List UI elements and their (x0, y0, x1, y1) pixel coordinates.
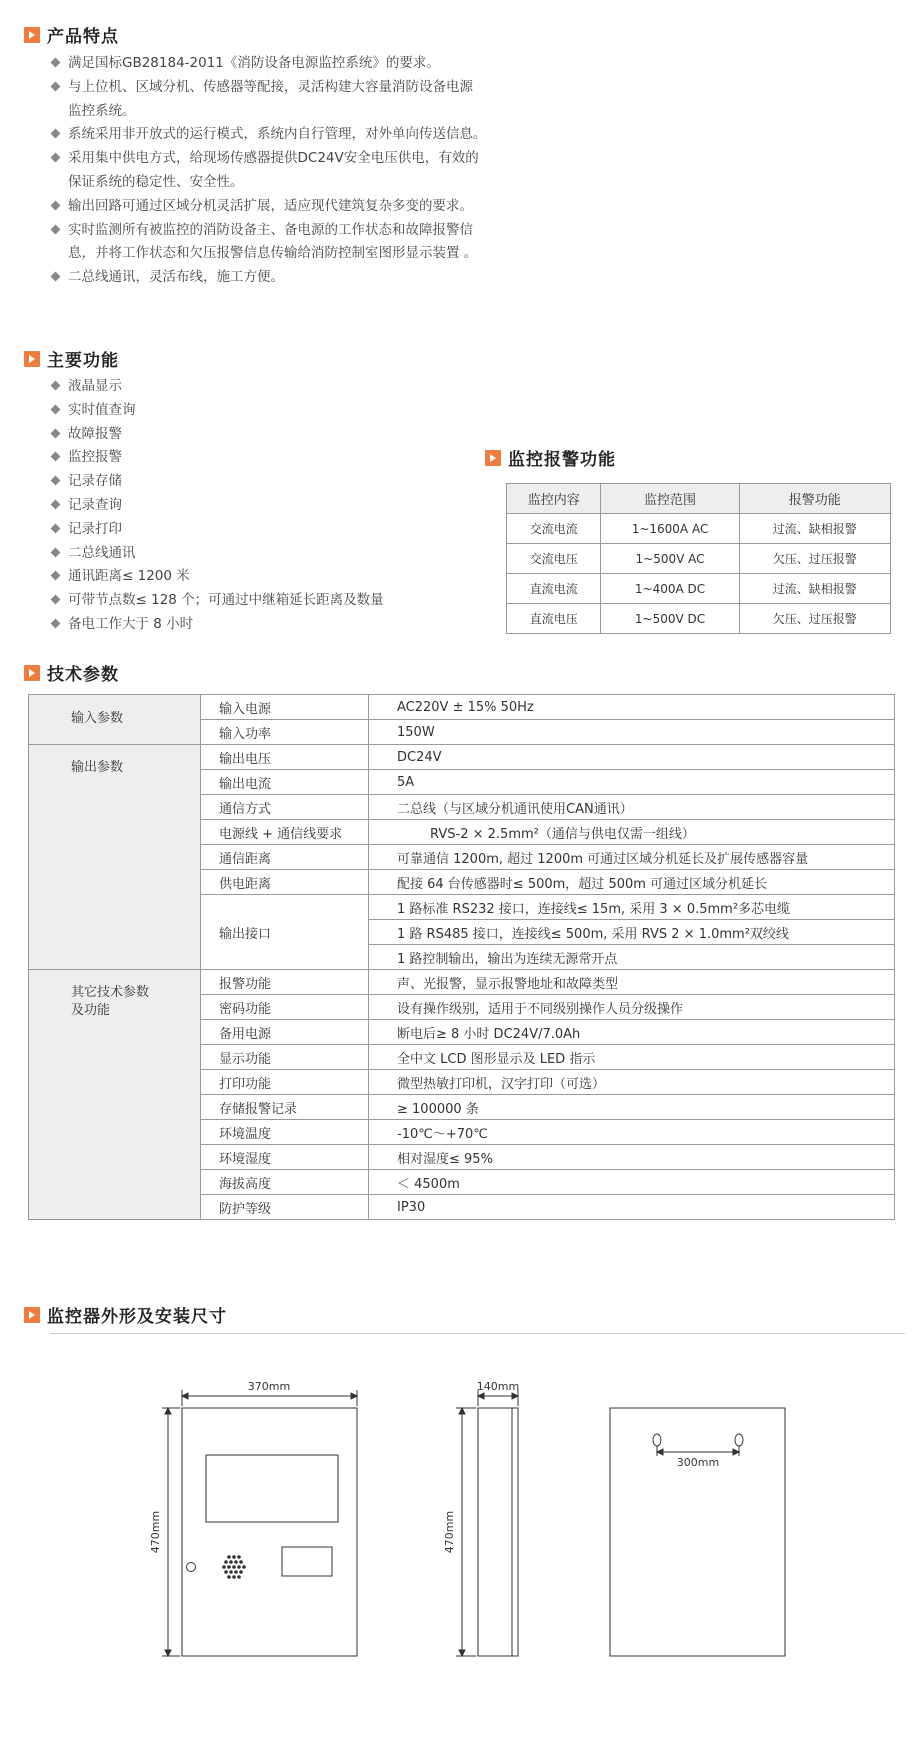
param-value: RVS-2 × 2.5mm²（通信与供电仅需一组线） (369, 820, 895, 845)
param-value: DC24V (369, 745, 895, 770)
function-item: 记录打印 (50, 518, 384, 542)
speaker-grille-icon (222, 1555, 246, 1579)
dimensions-section-title (24, 1302, 227, 1327)
features-title: 产品特点 (47, 27, 119, 47)
monitor-table (506, 483, 891, 634)
dimension-drawings (0, 1370, 915, 1670)
param-value: 微型热敏打印机，汉字打印（可选） (369, 1070, 895, 1095)
param-value: ≥ 100000 条 (369, 1095, 895, 1120)
param-value: 可靠通信 1200m, 超过 1200m 可通过区域分机延长及扩展传感器容量 (369, 845, 895, 870)
functions-title: 主要功能 (47, 351, 119, 371)
param-value: -10℃～+70℃ (369, 1120, 895, 1145)
table-row (29, 745, 895, 770)
table-row (507, 544, 891, 574)
group-label: 输出参数 (29, 745, 201, 970)
arrow-right-icon (485, 450, 501, 466)
param-name: 显示功能 (201, 1045, 369, 1070)
table-cell: 过流、缺相报警 (739, 574, 890, 604)
arrow-right-icon (24, 665, 40, 681)
table-header-row (507, 484, 891, 514)
table-row (507, 604, 891, 634)
param-name: 输出电压 (201, 745, 369, 770)
param-name: 输出电流 (201, 770, 369, 795)
feature-item: 输出回路可通过区域分机灵活扩展，适应现代建筑复杂多变的要求。 (50, 195, 530, 219)
param-value: 150W (369, 720, 895, 745)
param-name: 报警功能 (201, 970, 369, 995)
table-row (507, 514, 891, 544)
param-name: 打印功能 (201, 1070, 369, 1095)
param-name: 电源线 + 通信线要求 (201, 820, 369, 845)
table-cell: 交流电压 (507, 544, 601, 574)
param-name: 输出接口 (201, 895, 369, 970)
section-divider (50, 1333, 905, 1334)
param-name: 供电距离 (201, 870, 369, 895)
feature-item: 系统采用非开放式的运行模式，系统内自行管理，对外单向传送信息。 (50, 123, 530, 147)
param-value: AC220V ± 15% 50Hz (369, 695, 895, 720)
features-list (50, 52, 530, 290)
params-table (28, 694, 895, 1220)
table-cell: 直流电压 (507, 604, 601, 634)
param-value: 相对湿度≤ 95% (369, 1145, 895, 1170)
param-value: 1 路 RS485 接口，连接线≤ 500m, 采用 RVS 2 × 1.0mm²双绞线 (369, 920, 895, 945)
function-item: 备电工作大于 8 小时 (50, 613, 384, 637)
table-cell: 欠压、过压报警 (739, 604, 890, 634)
table-cell: 欠压、过压报警 (739, 544, 890, 574)
param-value: IP30 (369, 1195, 895, 1220)
table-cell: 交流电流 (507, 514, 601, 544)
group-label: 其它技术参数 及功能 (29, 970, 201, 1220)
param-name: 输入功率 (201, 720, 369, 745)
table-cell: 1~1600A AC (601, 514, 739, 544)
lcd-window (206, 1455, 338, 1522)
table-cell: 直流电流 (507, 574, 601, 604)
function-item: 监控报警 (50, 446, 384, 470)
table-cell: 过流、缺相报警 (739, 514, 890, 544)
function-item: 故障报警 (50, 423, 384, 447)
feature-item: 与上位机、区域分机、传感器等配接，灵活构建大容量消防设备电源 监控系统。 (50, 76, 530, 124)
param-value: 5A (369, 770, 895, 795)
column-header: 报警功能 (739, 484, 890, 514)
function-item: 液晶显示 (50, 375, 384, 399)
function-item: 记录查询 (50, 494, 384, 518)
side-view-drawing (456, 1390, 518, 1656)
param-value: ＜ 4500m (369, 1170, 895, 1195)
mount-hole-icon (735, 1434, 743, 1446)
table-row (29, 695, 895, 720)
param-value: 全中文 LCD 图形显示及 LED 指示 (369, 1045, 895, 1070)
param-name: 通信距离 (201, 845, 369, 870)
column-header: 监控范围 (601, 484, 739, 514)
function-item: 二总线通讯 (50, 542, 384, 566)
table-cell: 1~400A DC (601, 574, 739, 604)
side-depth-label: 140mm (476, 1380, 520, 1393)
table-cell: 1~500V DC (601, 604, 739, 634)
param-name: 备用电源 (201, 1020, 369, 1045)
feature-item: 采用集中供电方式，给现场传感器提供DC24V安全电压供电，有效的 保证系统的稳定性、安全性。 (50, 147, 530, 195)
param-name: 环境湿度 (201, 1145, 369, 1170)
group-label: 输入参数 (29, 695, 201, 745)
front-panel-outline (182, 1408, 357, 1656)
params-title: 技术参数 (47, 665, 119, 685)
feature-item: 满足国标GB28184-2011《消防设备电源监控系统》的要求。 (50, 52, 530, 76)
side-height-label: 470mm (443, 1510, 456, 1554)
mount-hole-icon (653, 1434, 661, 1446)
table-cell: 1~500V AC (601, 544, 739, 574)
arrow-right-icon (24, 351, 40, 367)
front-view-drawing (162, 1390, 357, 1656)
front-width-label: 370mm (247, 1380, 291, 1393)
param-value: 1 路标准 RS232 接口，连接线≤ 15m, 采用 3 × 0.5mm²多芯电缆 (369, 895, 895, 920)
table-row (507, 574, 891, 604)
monitor-section-title (485, 445, 616, 470)
param-name: 存储报警记录 (201, 1095, 369, 1120)
mount-spacing-label: 300mm (676, 1456, 720, 1469)
param-name: 输入电源 (201, 695, 369, 720)
functions-section-title (24, 346, 119, 371)
feature-item: 实时监测所有被监控的消防设备主、备电源的工作状态和故障报警信 息，并将工作状态和欠压报警信息传输给消防控制室图形显示装置 。 (50, 219, 530, 267)
back-panel-outline (610, 1408, 785, 1656)
param-value: 设有操作级别，适用于不同级别操作人员分级操作 (369, 995, 895, 1020)
param-name: 通信方式 (201, 795, 369, 820)
back-view-drawing (610, 1408, 785, 1656)
key-lock-icon (187, 1563, 196, 1572)
param-name: 海拔高度 (201, 1170, 369, 1195)
printer-slot (282, 1547, 332, 1576)
monitor-title: 监控报警功能 (508, 450, 616, 470)
function-item: 可带节点数≤ 128 个；可通过中继箱延长距离及数量 (50, 589, 384, 613)
table-row (29, 970, 895, 995)
functions-list (50, 375, 384, 637)
features-section-title (24, 22, 119, 47)
function-item: 实时值查询 (50, 399, 384, 423)
param-name: 密码功能 (201, 995, 369, 1020)
arrow-right-icon (24, 1307, 40, 1323)
dimensions-title: 监控器外形及安装尺寸 (47, 1307, 227, 1327)
params-section-title (24, 660, 119, 685)
param-name: 防护等级 (201, 1195, 369, 1220)
front-height-label: 470mm (149, 1510, 162, 1554)
param-name: 环境温度 (201, 1120, 369, 1145)
feature-item: 二总线通讯，灵活布线，施工方便。 (50, 266, 530, 290)
function-item: 记录存储 (50, 470, 384, 494)
arrow-right-icon (24, 27, 40, 43)
param-value: 断电后≥ 8 小时 DC24V/7.0Ah (369, 1020, 895, 1045)
param-value: 二总线（与区域分机通讯使用CAN通讯） (369, 795, 895, 820)
param-value: 配接 64 台传感器时≤ 500m，超过 500m 可通过区域分机延长 (369, 870, 895, 895)
param-value: 1 路控制输出，输出为连续无源常开点 (369, 945, 895, 970)
param-value: 声、光报警，显示报警地址和故障类型 (369, 970, 895, 995)
column-header: 监控内容 (507, 484, 601, 514)
function-item: 通讯距离≤ 1200 米 (50, 565, 384, 589)
